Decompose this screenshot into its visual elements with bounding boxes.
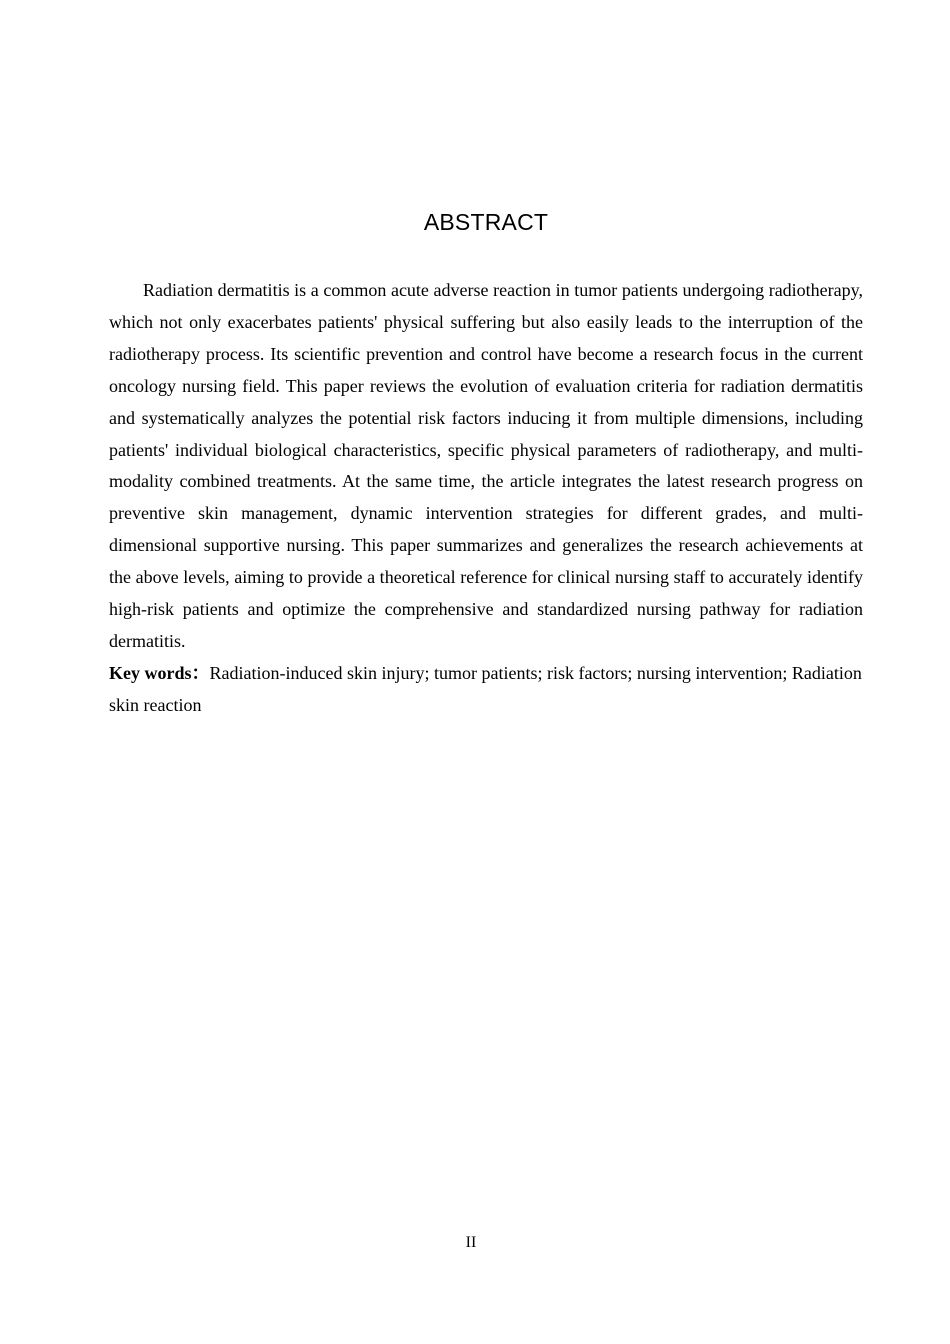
abstract-title: ABSTRACT — [423, 209, 549, 235]
abstract-body — [109, 275, 863, 722]
keywords-text: Radiation-induced skin injury; tumor patients; risk factors; nursing intervention; Radiation skin reaction — [109, 662, 862, 715]
page-number: II — [465, 1234, 477, 1251]
keywords-label: Key words： — [109, 662, 210, 683]
abstract-paragraph: Radiation dermatitis is a common acute adverse reaction in tumor patients undergoing radiotherapy, which not only exacerbates patients' physical suffering but also easily leads to the interruption of the radiotherapy process. Its scientific prevention and control have become a research focus in the current oncology nursing field. This paper reviews the evolution of evaluation criteria for radiation dermatitis and systematically analyzes the potential risk factors inducing it from multiple dimensions, including patients' individual biological characteristics, specific physical parameters of radiotherapy, and multi-modality combined treatments. At the same time, the article integrates the latest research progress on preventive skin management, dynamic intervention strategies for different grades, and multi-dimensional supportive nursing. This paper summarizes and generalizes the research achievements at the above levels, aiming to provide a theoretical reference for clinical nursing staff to accurately identify high-risk patients and optimize the comprehensive and standardized nursing pathway for radiation dermatitis. — [109, 280, 863, 651]
keywords-line — [109, 658, 863, 722]
